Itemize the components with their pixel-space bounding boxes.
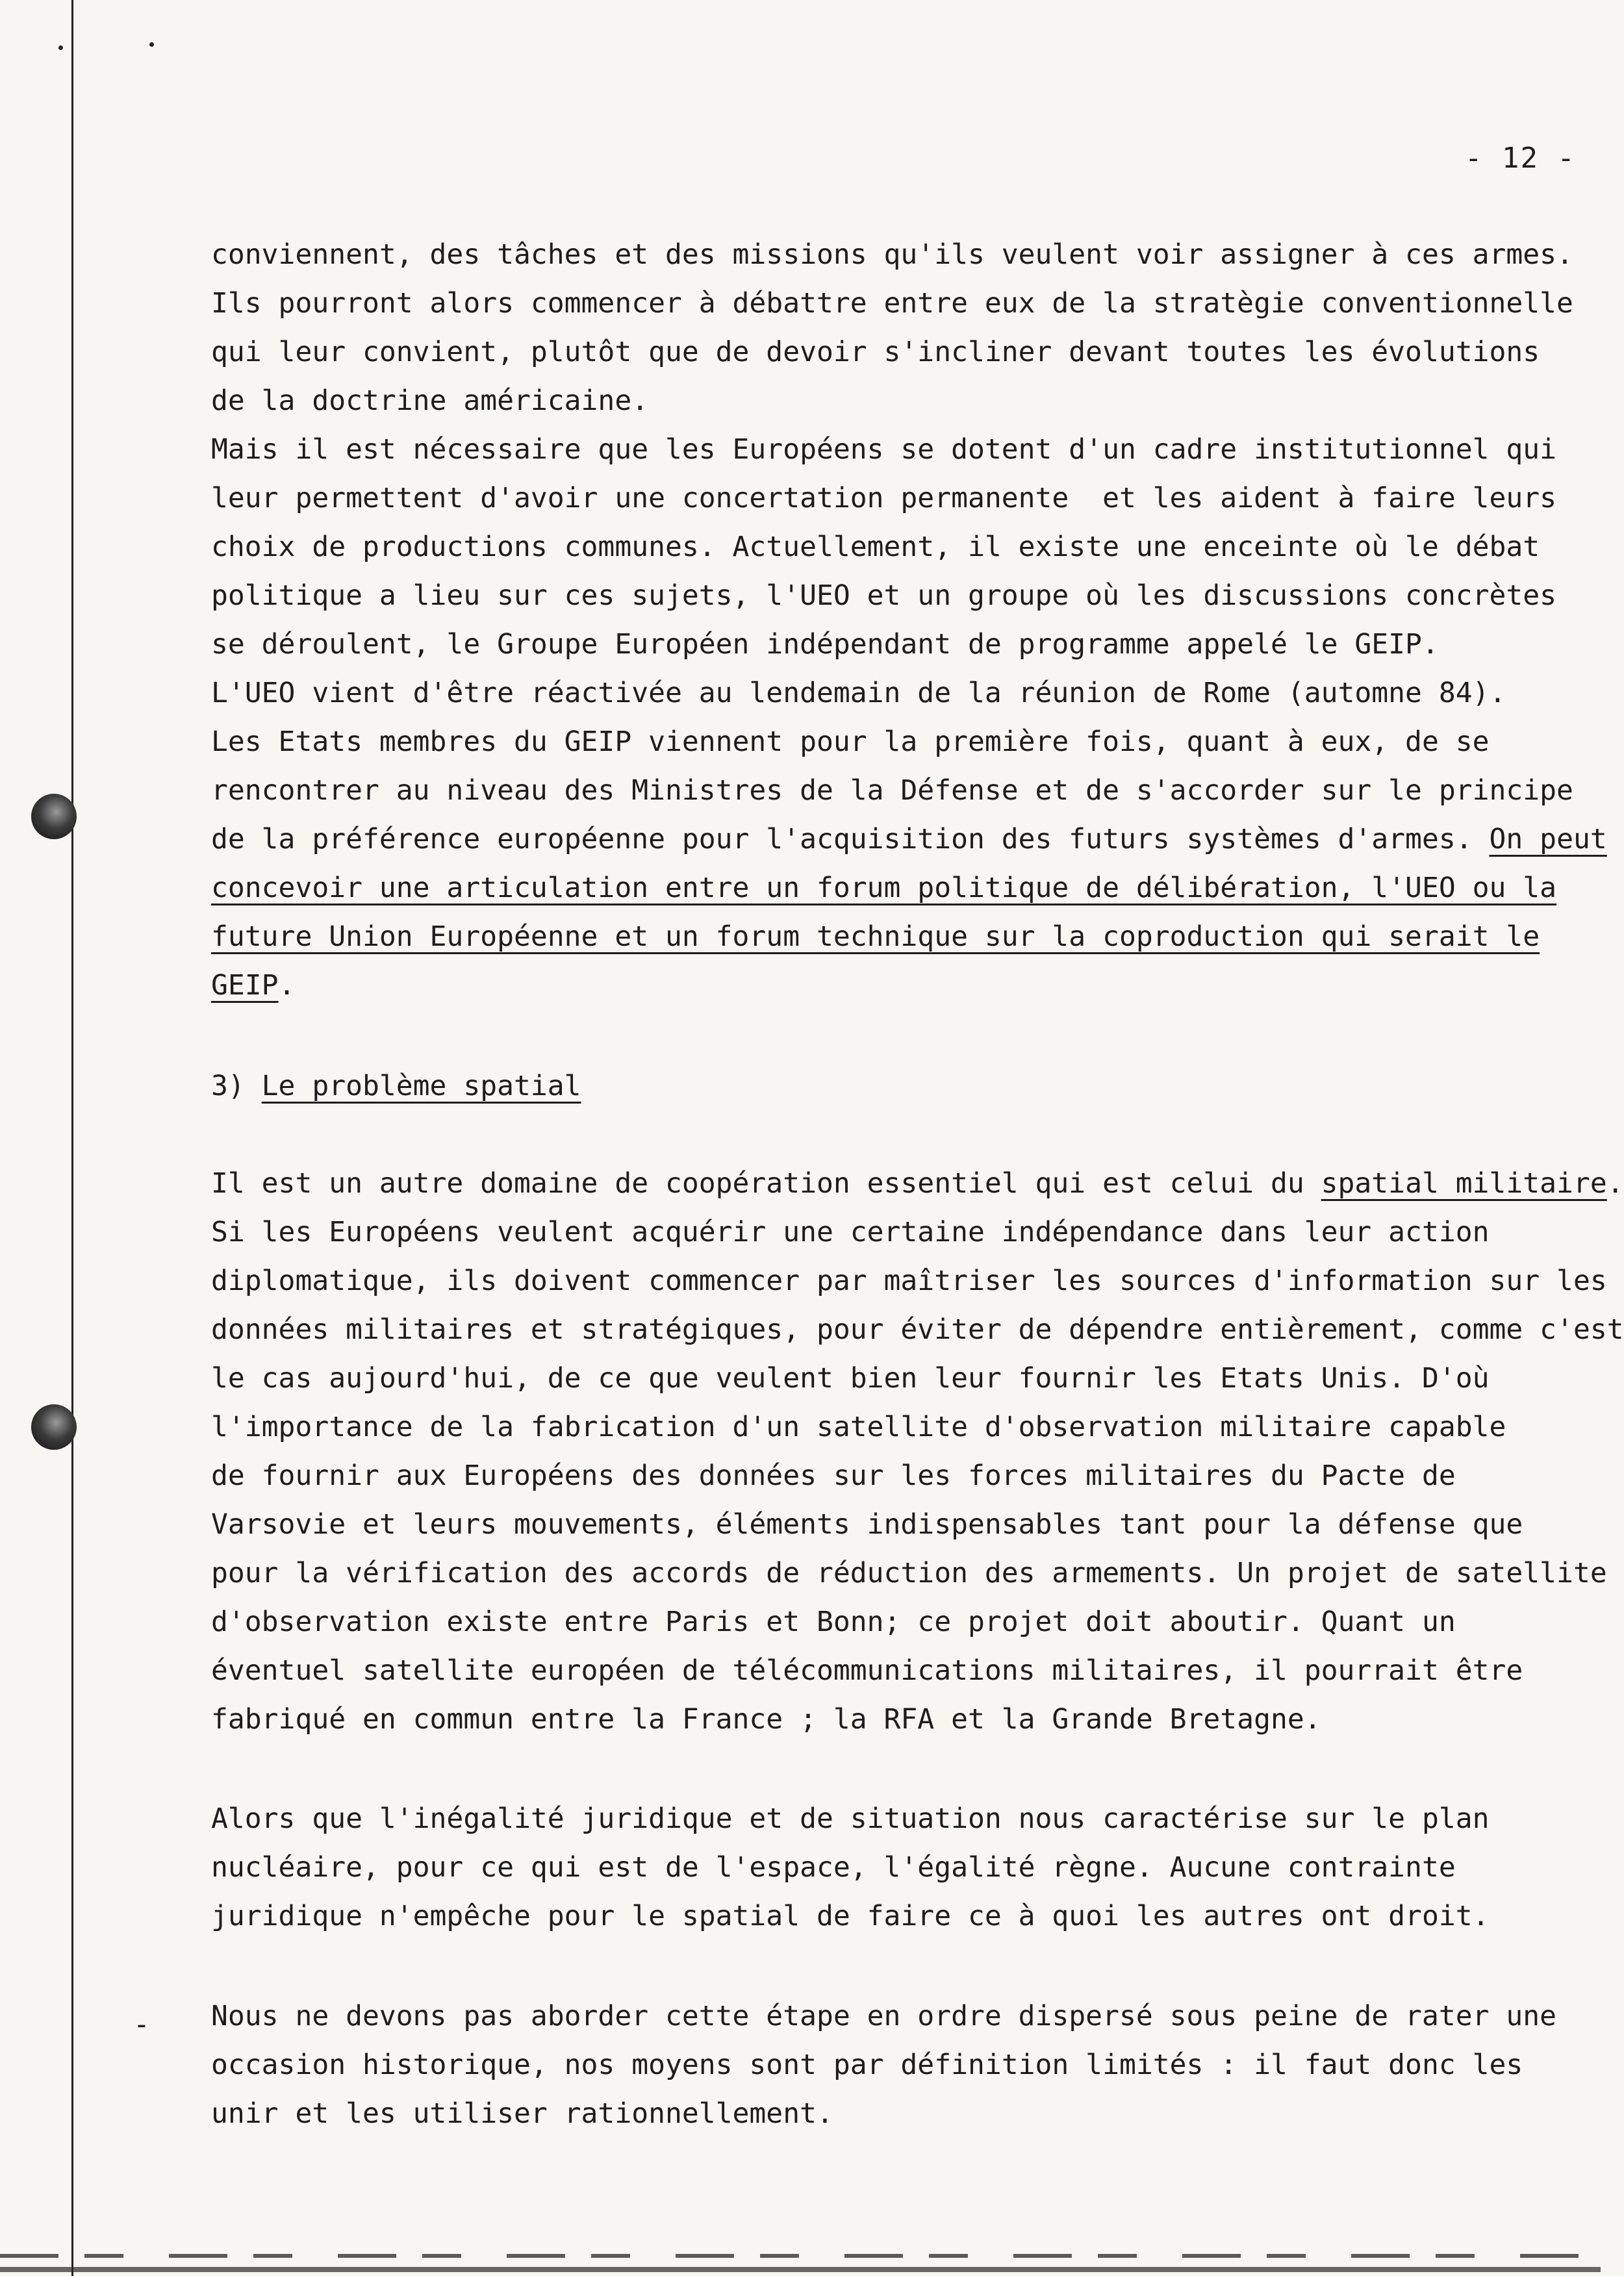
bottom-edge <box>0 2267 1601 2272</box>
underlined-text: spatial militaire <box>1321 1167 1607 1200</box>
bottom-rule <box>0 2254 1601 2258</box>
underlined-text: GEIP <box>211 969 279 1002</box>
text-line: fabriqué en commun entre la France ; la RFA et la Grande Bretagne. <box>211 1703 1321 1736</box>
text-line: Mais il est nécessaire que les Européens se dotent d'un cadre institutionnel qui <box>211 433 1557 466</box>
text-line: leur permettent d'avoir une concertation permanente et les aident à faire leurs <box>211 482 1557 514</box>
text-line: choix de productions communes. Actuellement, il existe une enceinte où le débat <box>211 531 1540 563</box>
text-line: de la doctrine américaine. <box>211 385 649 417</box>
section-title: Le problème spatial <box>261 1070 581 1102</box>
text-line: Varsovie et leurs mouvements, éléments indispensables tant pour la défense que <box>211 1508 1523 1541</box>
text-line: d'observation existe entre Paris et Bonn; ce projet doit aboutir. Quant un <box>211 1606 1456 1638</box>
paragraph-coordination <box>211 231 1607 1010</box>
text-line: qui leur convient, plutôt que de devoir s'incliner devant toutes les évolutions <box>211 336 1540 368</box>
underlined-text: On peut <box>1489 823 1607 855</box>
underlined-text: concevoir une articulation entre un forum politique de délibération, l'UEO ou la <box>211 872 1557 904</box>
text-line: Si les Européens veulent acquérir une certaine indépendance dans leur action <box>211 1216 1490 1248</box>
text-line: l'importance de la fabrication d'un satellite d'observation militaire capable <box>211 1411 1506 1443</box>
section-number: 3) <box>211 1070 262 1102</box>
text-line: Ils pourront alors commencer à débattre entre eux de la stratègie conventionnelle <box>211 287 1573 320</box>
text-line: rencontrer au niveau des Ministres de la Défense et de s'accorder sur le principe <box>211 774 1573 807</box>
scan-speck <box>149 42 154 47</box>
list-dash: - <box>133 2008 150 2041</box>
text-line: . <box>1606 1167 1624 1200</box>
punch-hole-icon <box>31 794 77 839</box>
section-heading <box>211 1062 581 1111</box>
page-edge-line <box>71 0 73 2276</box>
text-line: nucléaire, pour ce qui est de l'espace, l'égalité règne. Aucune contrainte <box>211 1851 1456 1884</box>
paragraph-conclusion <box>211 1992 1556 2138</box>
text-line: données militaires et stratégiques, pour éviter de dépendre entièrement, comme c'est <box>211 1313 1624 1346</box>
text-line: éventuel satellite européen de télécommunications militaires, il pourrait être <box>211 1654 1523 1687</box>
text-line: se déroulent, le Groupe Européen indépendant de programme appelé le GEIP. <box>211 628 1439 661</box>
punch-hole-icon <box>31 1404 77 1450</box>
text-line: Alors que l'inégalité juridique et de situation nous caractérise sur le plan <box>211 1802 1490 1835</box>
text-line: Les Etats membres du GEIP viennent pour la première fois, quant à eux, de se <box>211 726 1490 758</box>
text-line: de la préférence européenne pour l'acquisition des futurs systèmes d'armes. <box>211 823 1490 855</box>
text-line: de fournir aux Européens des données sur les forces militaires du Pacte de <box>211 1460 1456 1492</box>
text-line: unir et les utiliser rationnellement. <box>211 2097 833 2130</box>
paragraph-equality <box>211 1795 1490 1941</box>
text-line: pour la vérification des accords de réduction des armements. Un projet de satellite <box>211 1557 1607 1589</box>
paragraph-spatial <box>211 1159 1624 1744</box>
text-line: . <box>278 969 296 1002</box>
text-line: Il est un autre domaine de coopération essentiel qui est celui du <box>211 1167 1321 1200</box>
page-number: - 12 - <box>1465 142 1576 175</box>
underlined-text: future Union Européenne et un forum technique sur la coproduction qui serait le <box>211 920 1540 953</box>
text-line: politique a lieu sur ces sujets, l'UEO et un groupe où les discussions concrètes <box>211 579 1557 612</box>
text-line: diplomatique, ils doivent commencer par maîtriser les sources d'information sur les <box>211 1265 1607 1297</box>
text-line: juridique n'empêche pour le spatial de faire ce à quoi les autres ont droit. <box>211 1900 1490 1932</box>
text-line: Nous ne devons pas aborder cette étape en ordre dispersé sous peine de rater une <box>211 2000 1557 2032</box>
scan-speck <box>58 45 63 50</box>
text-line: occasion historique, nos moyens sont par définition limités : il faut donc les <box>211 2049 1523 2081</box>
text-line: L'UEO vient d'être réactivée au lendemain de la réunion de Rome (automne 84). <box>211 677 1506 709</box>
text-line: conviennent, des tâches et des missions qu'ils veulent voir assigner à ces armes. <box>211 238 1573 271</box>
text-line: le cas aujourd'hui, de ce que veulent bien leur fournir les Etats Unis. D'où <box>211 1362 1490 1395</box>
